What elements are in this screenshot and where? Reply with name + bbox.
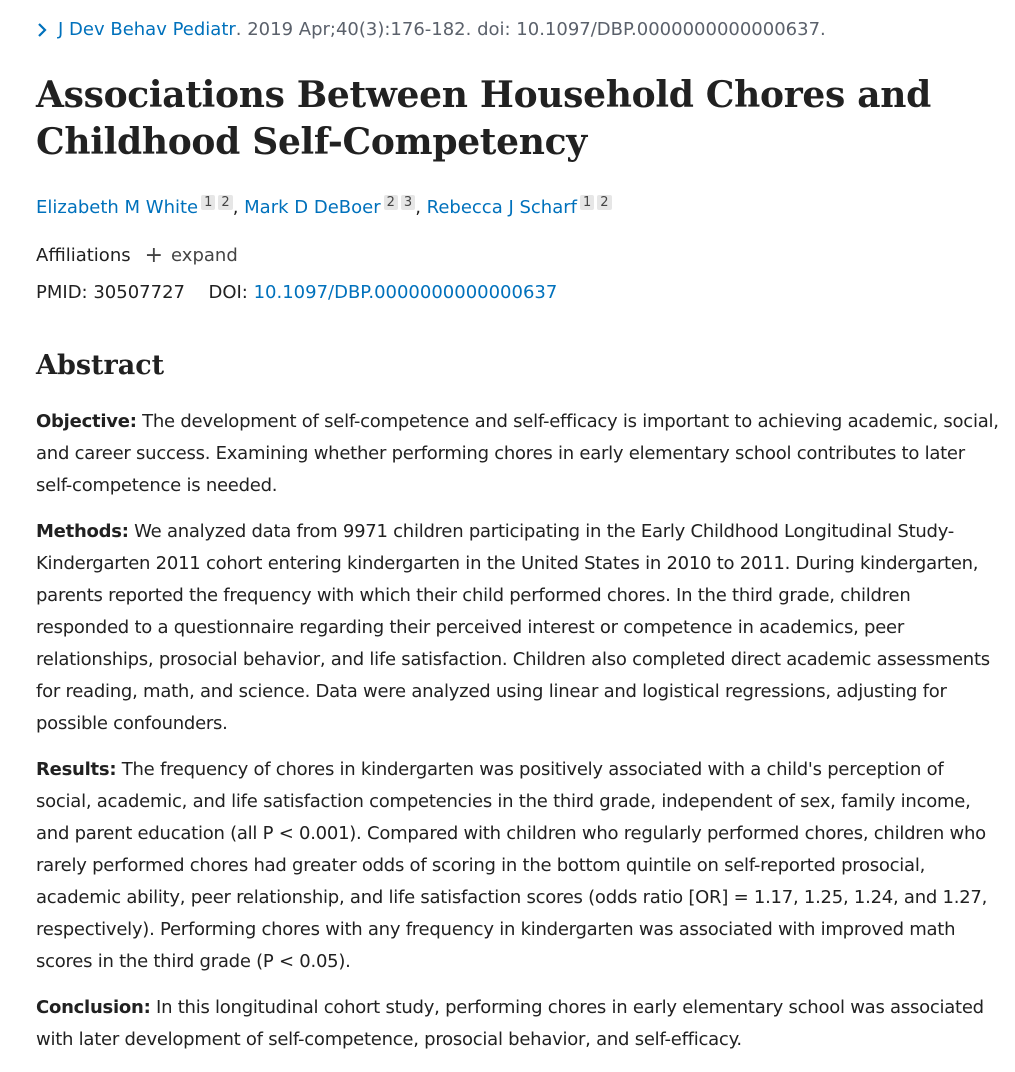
citation-details: . 2019 Apr;40(3):176-182. doi: 10.1097/DBP.0000000000000637.	[235, 19, 826, 40]
identifiers-row	[36, 282, 557, 303]
author-list	[36, 195, 612, 218]
affiliations-row	[36, 242, 238, 268]
expand-label: expand	[171, 245, 238, 266]
journal-link[interactable]: J Dev Behav Pediatr	[58, 19, 236, 40]
affiliation-ref[interactable]: 3	[401, 195, 415, 210]
abstract-body	[36, 406, 999, 1070]
plus-icon: +	[144, 242, 164, 268]
abstract-section-conclusion	[36, 992, 999, 1056]
author-separator: ,	[232, 197, 245, 218]
author-separator: ,	[415, 197, 427, 218]
section-label: Conclusion:	[36, 997, 151, 1018]
article-title: Associations Between Household Chores and Childhood Self-Competency	[36, 74, 931, 163]
section-text: The development of self-competence and self-efficacy is important to achieving academic, social, and career success. Examining whether performing chores in early elementary school contributes to later self-competence is needed.	[36, 411, 999, 496]
author-link[interactable]: Elizabeth M White	[36, 197, 199, 218]
abstract-heading: Abstract	[36, 350, 165, 381]
affiliation-ref[interactable]: 2	[384, 195, 398, 210]
pmid-label: PMID:	[36, 282, 88, 303]
affiliation-ref[interactable]: 1	[580, 195, 594, 210]
section-text: In this longitudinal cohort study, performing chores in early elementary school was associated with later development of self-competence, prosocial behavior, and self-efficacy.	[36, 997, 984, 1050]
section-text: We analyzed data from 9971 children participating in the Early Childhood Longitudinal Study-Kindergarten 2011 cohort entering kindergarten in the United States in 2010 to 2011. During kindergarten, parents reported the frequency with which their child performed chores. In the third grade, children responded to a questionnaire regarding their perceived interest or competence in academics, peer relationships, prosocial behavior, and life satisfaction. Children also completed direct academic assessments for reading, math, and science. Data were analyzed using linear and logistical regressions, adjusting for possible confounders.	[36, 521, 990, 734]
doi-link[interactable]: 10.1097/DBP.0000000000000637	[253, 282, 558, 303]
abstract-section-objective	[36, 406, 999, 502]
affiliation-ref[interactable]: 2	[597, 195, 611, 210]
author-link[interactable]: Mark D DeBoer	[244, 197, 381, 218]
author-link[interactable]: Rebecca J Scharf	[426, 197, 577, 218]
section-text: The frequency of chores in kindergarten was positively associated with a child's perception of social, academic, and life satisfaction competencies in the third grade, independent of sex, family income, and parent education (all P < 0.001). Compared with children who regularly performed chores, children who rarely performed chores had greater odds of scoring in the bottom quintile on self-reported prosocial, academic ability, peer relationship, and life satisfaction scores (odds ratio [OR] = 1.17, 1.25, 1.24, and 1.27, respectively). Performing chores with any frequency in kindergarten was associated with improved math scores in the third grade (P < 0.05).	[36, 759, 988, 972]
expand-affiliations-button[interactable]	[144, 242, 238, 268]
abstract-section-results	[36, 754, 999, 978]
section-label: Results:	[36, 759, 117, 780]
doi-label: DOI:	[208, 282, 248, 303]
chevron-right-icon	[36, 22, 52, 38]
pmid-value: 30507727	[93, 282, 185, 303]
abstract-section-methods	[36, 516, 999, 740]
section-label: Methods:	[36, 521, 129, 542]
affiliation-ref[interactable]: 1	[201, 195, 215, 210]
section-label: Objective:	[36, 411, 137, 432]
affiliations-label: Affiliations	[36, 245, 131, 266]
journal-citation	[36, 19, 826, 40]
affiliation-ref[interactable]: 2	[218, 195, 232, 210]
